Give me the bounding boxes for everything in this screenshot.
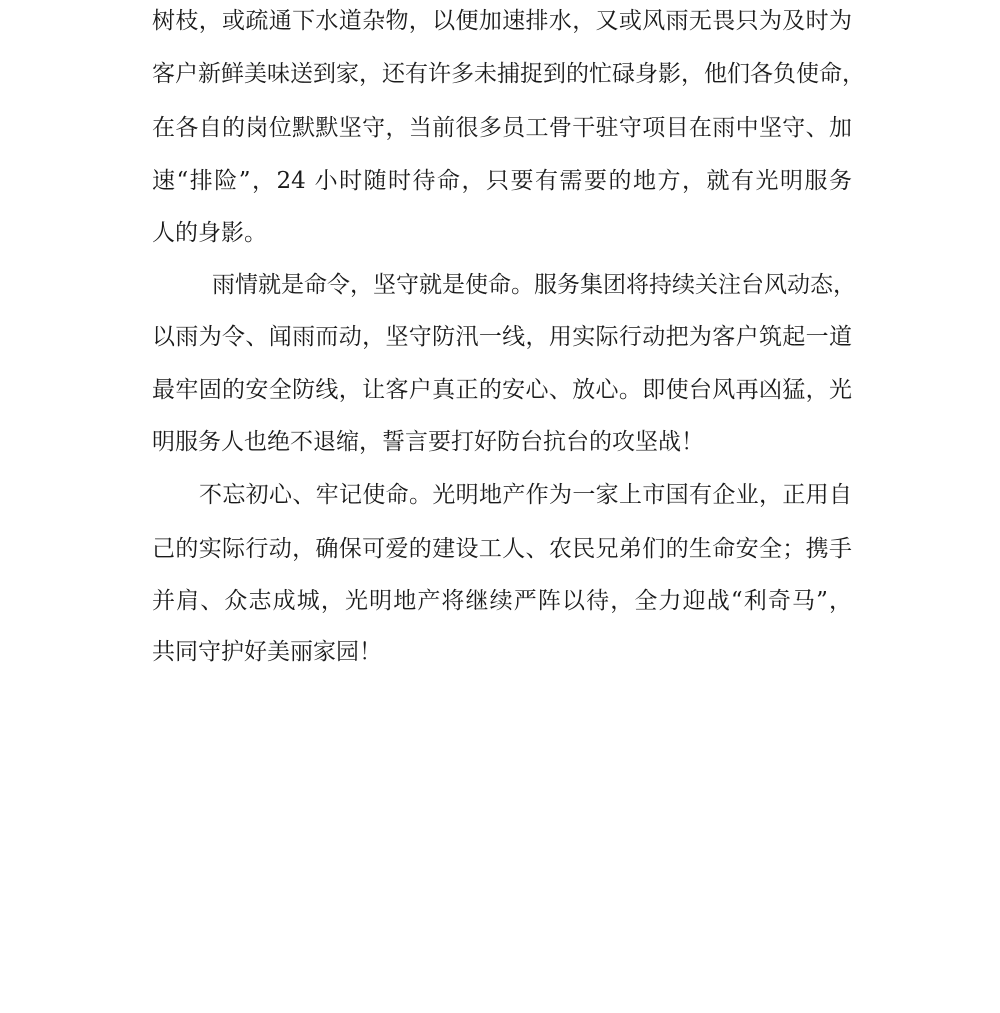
text-line: 速“排险”，24 小时随时待命，只要有需要的地方，就有光明服务 [152, 168, 852, 194]
text-line: 在各自的岗位默默坚守，当前很多员工骨干驻守项目在雨中坚守、加 [152, 115, 852, 141]
text-line: 明服务人也绝不退缩，誓言要打好防台抗台的攻坚战！ [152, 429, 704, 455]
text-line: 己的实际行动，确保可爱的建设工人、农民兄弟们的生命安全；携手 [152, 536, 852, 562]
text-line: 共同守护好美丽家园！ [152, 639, 382, 665]
text-line: 不忘初心、牢记使命。光明地产作为一家上市国有企业，正用自 [199, 482, 852, 508]
text-line: 并肩、众志成城，光明地产将继续严阵以待，全力迎战“利奇马”， [152, 588, 852, 614]
text-line: 人的身影。 [152, 220, 267, 246]
text-line: 客户新鲜美味送到家，还有许多未捕捉到的忙碌身影，他们各负使命， [152, 61, 865, 87]
text-line: 树枝，或疏通下水道杂物，以便加速排水，又或风雨无畏只为及时为 [152, 8, 852, 34]
text-line: 雨情就是命令，坚守就是使命。服务集团将持续关注台风动态， [212, 272, 856, 298]
text-line: 以雨为令、闻雨而动，坚守防汛一线，用实际行动把为客户筑起一道 [152, 324, 852, 350]
text-line: 最牢固的安全防线，让客户真正的安心、放心。即使台风再凶猛，光 [152, 377, 852, 403]
